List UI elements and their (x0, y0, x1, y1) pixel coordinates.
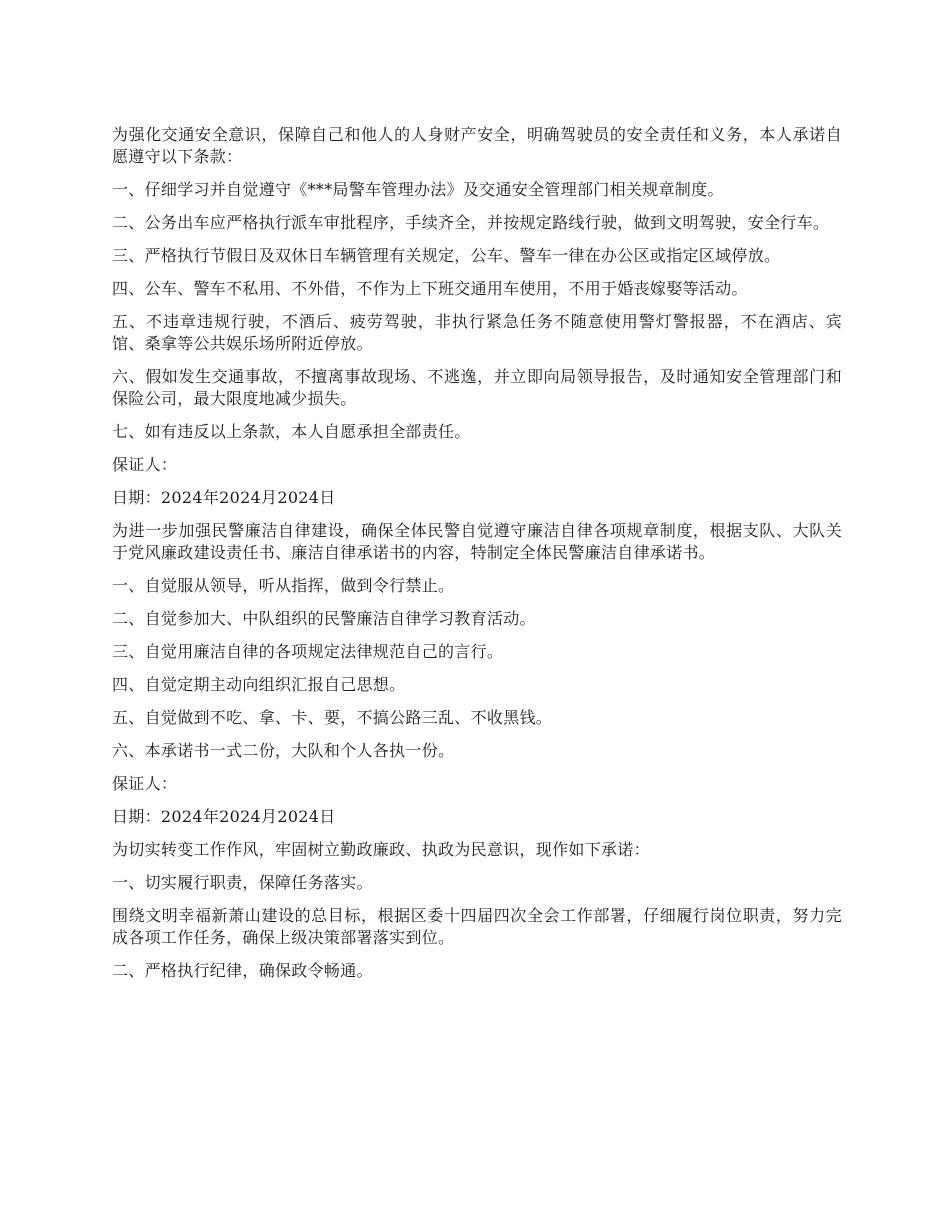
pledge-item-1: 一、自觉服从领导，听从指挥，做到令行禁止。 (112, 576, 455, 595)
date-line-1: 日期：2024年2024月2024日 (112, 488, 336, 507)
date-line-2: 日期：2024年2024月2024日 (112, 807, 336, 826)
guarantor-label-1: 保证人： (112, 455, 178, 474)
intro-paragraph-1: 为强化交通安全意识，保障自己和他人的人身财产安全，明确驾驶员的安全责任和义务，本人承诺自愿遵守以下条款： (112, 125, 842, 166)
clause-5: 五、不违章违规行驶，不酒后、疲劳驾驶，非执行紧急任务不随意使用警灯警报器，不在酒店、宾馆、桑拿等公共娱乐场所附近停放。 (112, 312, 842, 353)
clause-3: 三、严格执行节假日及双休日车辆管理有关规定，公车、警车一律在办公区或指定区域停放。 (112, 246, 781, 265)
commitment-heading-2: 二、严格执行纪律，确保政令畅通。 (112, 961, 373, 980)
clause-2: 二、公务出车应严格执行派车审批程序，手续齐全，并按规定路线行驶，做到文明驾驶，安全行车。 (112, 213, 830, 232)
clause-6: 六、假如发生交通事故，不擅离事故现场、不逃逸，并立即向局领导报告，及时通知安全管理部门和保险公司，最大限度地减少损失。 (112, 367, 842, 408)
pledge-item-2: 二、自觉参加大、中队组织的民警廉洁自律学习教育活动。 (112, 609, 536, 628)
intro-paragraph-2: 为进一步加强民警廉洁自律建设，确保全体民警自觉遵守廉洁自律各项规章制度，根据支队、大队关于党风廉政建设责任书、廉洁自律承诺书的内容，特制定全体民警廉洁自律承诺书。 (112, 521, 842, 562)
document-page (112, 124, 842, 993)
guarantor-label-2: 保证人： (112, 774, 178, 793)
pledge-item-6: 六、本承诺书一式二份，大队和个人各执一份。 (112, 741, 455, 760)
pledge-item-4: 四、自觉定期主动向组织汇报自己思想。 (112, 675, 406, 694)
clause-1: 一、仔细学习并自觉遵守《***局警车管理办法》及交通安全管理部门相关规章制度。 (112, 180, 724, 199)
pledge-item-5: 五、自觉做到不吃、拿、卡、要，不搞公路三乱、不收黑钱。 (112, 708, 553, 727)
clause-7: 七、如有违反以上条款，本人自愿承担全部责任。 (112, 422, 471, 441)
clause-4: 四、公车、警车不私用、不外借，不作为上下班交通用车使用，不用于婚丧嫁娶等活动。 (112, 279, 748, 298)
pledge-item-3: 三、自觉用廉洁自律的各项规定法律规范自己的言行。 (112, 642, 504, 661)
intro-paragraph-3: 为切实转变工作作风，牢固树立勤政廉政、执政为民意识，现作如下承诺： (112, 840, 650, 859)
commitment-body-1: 围绕文明幸福新萧山建设的总目标，根据区委十四届四次全会工作部署，仔细履行岗位职责，努力完成各项工作任务，确保上级决策部署落实到位。 (112, 906, 842, 947)
commitment-heading-1: 一、切实履行职责，保障任务落实。 (112, 873, 373, 892)
